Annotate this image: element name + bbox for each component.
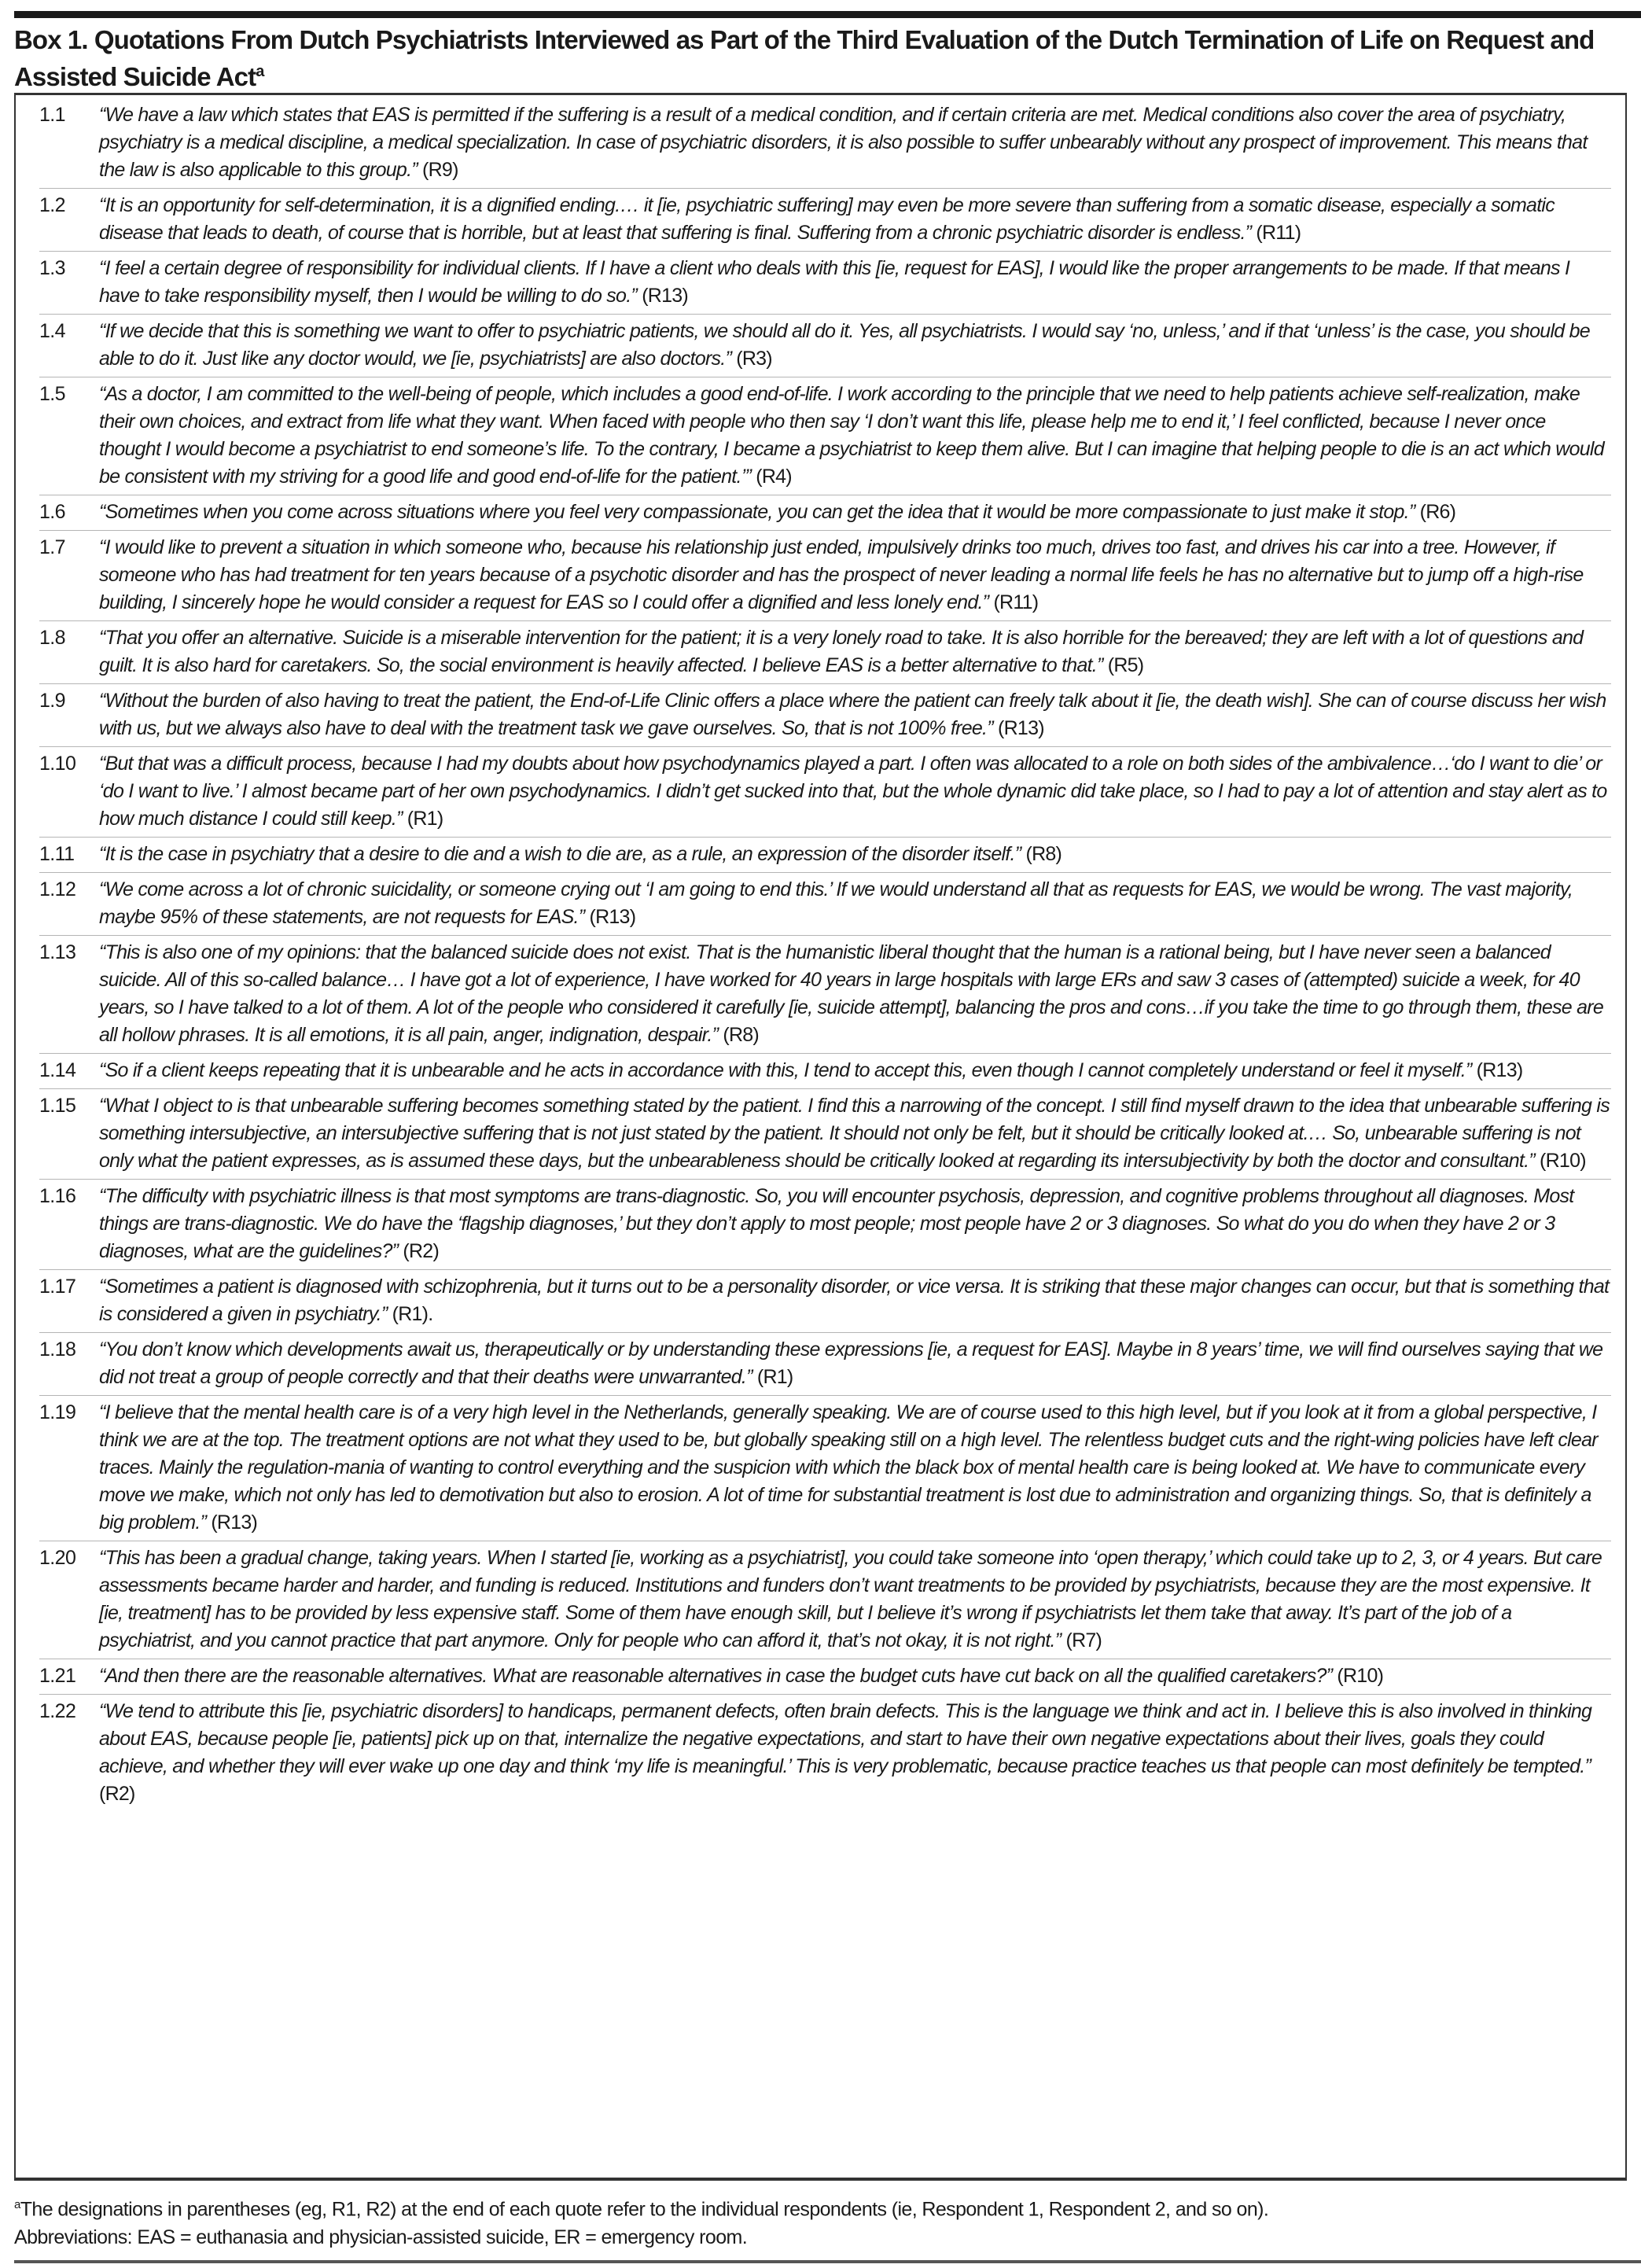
quote-row [39,1270,1611,1333]
respondent-ref: (R5) [1102,654,1144,676]
quote-body [99,1545,1611,1655]
quote-text: “Without the burden of also having to treat the patient, the End-of-Life Clinic offers a place where the patient can freely talk about it [ie, the death wish]. She can of course discuss her wish with us, but we always also have to deal with the treatment task we gave ourselves. So, that is not 100% free.” [99,690,1606,739]
respondent-ref: (R13) [206,1511,258,1533]
footnote-a [14,2191,1627,2223]
quote-body [99,624,1611,679]
quote-number: 1.18 [39,1338,76,1360]
quote-body [99,1092,1611,1175]
quote-number: 1.12 [39,878,76,900]
quote-number: 1.13 [39,941,76,963]
quote-text: “It is an opportunity for self-determination, it is a dignified ending.… it [ie, psychiatric suffering] may even be more severe than suffering from a somatic disease, especially a somatic disease that leads to death, of course that is horrible, but at least that suffering is final. Suffering from a chronic psychiatric disorder is endless.” [99,194,1555,244]
quote-text: “So if a client keeps repeating that it is unbearable and he acts in accordance with this, I tend to accept this, even though I cannot completely understand or feel it myself.” [99,1059,1472,1081]
quote-text: “And then there are the reasonable alternatives. What are reasonable alternatives in case the budget cuts have cut back on all the qualified caretakers?” [99,1665,1333,1687]
quote-number: 1.5 [39,383,65,405]
quote-number: 1.20 [39,1547,76,1569]
quote-row [39,1396,1611,1541]
quote-body [99,534,1611,617]
quote-body [99,192,1611,247]
quote-row [39,377,1611,495]
quote-text: “We have a law which states that EAS is permitted if the suffering is a result of a medical condition, and if certain criteria are met. Medical conditions also cover the area of psychiatry, psychiatry is a medical discipline, a medical specialization. In case of psychiatric disorders, it is also possible to suffer unbearably without any prospect of improvement. This means that the law is also applicable to this group.” [99,104,1588,181]
quote-body [99,687,1611,742]
respondent-ref: (R9) [417,159,458,181]
quote-number: 1.19 [39,1401,76,1423]
quote-text: “We come across a lot of chronic suicidality, or someone crying out ‘I am going to end this.’ If we would understand all that as requests for EAS, we would be wrong. The vast majority, maybe 95% of these statements, are not requests for EAS.” [99,878,1573,928]
quote-body [99,318,1611,373]
footnote-text: The designations in parentheses (eg, R1, R2) at the end of each quote refer to the individual respondents (ie, Respondent 1, Respondent 2, and so on). [20,2198,1269,2221]
top-rule [14,11,1641,18]
quote-body [99,939,1611,1049]
respondent-ref: (R6) [1415,501,1456,523]
quote-text: “I would like to prevent a situation in which someone who, because his relationship just ended, impulsively drinks too much, drives too fast, and drives his car into a tree. However, if someone who has had treatment for ten years because of a psychotic disorder and has the prospect of never leading a normal life feels he has no alternative but to jump off a high-rise building, I sincerely hope he would consider a request for EAS so I could offer a dignified and less lonely end.” [99,536,1584,613]
respondent-ref: (R11) [1251,222,1301,244]
quote-body [99,1183,1611,1265]
quote-row [39,1695,1611,1812]
quote-body [99,255,1611,310]
respondent-ref: (R2) [398,1240,440,1262]
quote-row [39,621,1611,684]
quote-row [39,252,1611,315]
quote-row [39,189,1611,252]
quote-text: “I believe that the mental health care is of a very high level in the Netherlands, generally speaking. We are of course used to this high level, but if you look at it from a global perspective, I think we are at the top. The treatment options are not what they used to be, but globally speaking still on a high level. The relentless budget cuts and the right-wing policies have left clear traces. Mainly the regulation-mania of wanting to control everything and the suspicion with which the black box of mental health care is being looked at. We have to communicate every move we make, which not only has led to demotivation but also to erosion. A lot of time for substantial treatment is lost due to administration and organizing things. So, that is definitely a big problem.” [99,1401,1598,1533]
respondent-ref: (R11) [988,591,1039,613]
quote-number: 1.1 [39,104,65,126]
footnote-mark: a [14,2198,20,2211]
respondent-ref: (R1) [402,808,443,830]
quote-number: 1.4 [39,320,65,342]
quote-body [99,841,1611,868]
quote-body [99,1273,1611,1328]
quote-row [39,1541,1611,1659]
quote-number: 1.15 [39,1095,76,1117]
respondent-ref: (R8) [718,1024,759,1046]
bottom-rule [14,2260,1641,2263]
quote-number: 1.2 [39,194,65,216]
respondent-ref: (R13) [637,285,688,307]
respondent-ref: (R13) [992,717,1044,739]
quote-number: 1.3 [39,257,65,279]
respondent-ref: (R7) [1061,1629,1102,1651]
quote-number: 1.10 [39,753,76,775]
quote-text: “The difficulty with psychiatric illness is that most symptoms are trans-diagnostic. So, you will encounter psychosis, depression, and cognitive problems throughout all diagnoses. Most things are trans-diagnostic. We do have the ‘flagship diagnoses,’ but they don’t apply to most people; most people have 2 or 3 diagnoses. So what do you do when they have 2 or 3 diagnoses, what are the guidelines?” [99,1185,1574,1262]
quote-text: “You don’t know which developments await us, therapeutically or by understanding these expressions [ie, a request for EAS]. Maybe in 8 years’ time, we will find ourselves saying that we did not treat a group of people correctly and that their deaths were unwarranted.” [99,1338,1603,1388]
quote-text: “This has been a gradual change, taking years. When I started [ie, working as a psychiatrist], you could take someone into ‘open therapy,’ which could take up to 2, 3, or 4 years. But care assessments became harder and harder, and funding is reduced. Institutions and funders don’t want treatments to be provided by psychiatrists, because they are the most expensive. It [ie, treatment] has to be provided by less expensive staff. Some of them have enough skill, but I believe it’s wrong if psychiatrists let them take that away. It’s part of the job of a psychiatrist, and you cannot practice that part anymore. Only for people who can afford it, that’s not okay, it is not right.” [99,1547,1602,1651]
quote-text: “I feel a certain degree of responsibility for individual clients. If I have a client who deals with this [ie, request for EAS], I would like the proper arrangements to be made. If that means I have to take responsibility myself, then I would be willing to do so.” [99,257,1570,307]
quote-text: “If we decide that this is something we want to offer to psychiatric patients, we should all do it. Yes, all psychiatrists. I would say ‘no, unless,’ and if that ‘unless’ is the case, you should be able to do it. Just like any doctor would, we [ie, psychiatrists] are also doctors.” [99,320,1590,370]
quote-row [39,98,1611,189]
quote-number: 1.9 [39,690,65,712]
quote-row [39,684,1611,747]
quote-number: 1.14 [39,1059,76,1081]
quote-text: “Sometimes a patient is diagnosed with schizophrenia, but it turns out to be a personality disorder, or vice versa. It is striking that these major changes can occur, but that is something that is considered a given in psychiatry.” [99,1276,1610,1325]
respondent-ref: (R1). [387,1303,433,1325]
box-title-text: Box 1. Quotations From Dutch Psychiatrists Interviewed as Part of the Third Evaluation of the Dutch Termination of Life on Request and Assisted Suicide Act [14,25,1595,91]
quote-row [39,531,1611,621]
quote-body [99,750,1611,833]
title-footnote-mark: a [256,63,264,80]
quote-number: 1.11 [39,843,75,865]
quote-text: “That you offer an alternative. Suicide is a miserable intervention for the patient; it is a very lonely road to take. It is also horrible for the bereaved; they are left with a lot of questions and guilt. It is also hard for caretakers. So, the social environment is heavily affected. I believe EAS is a better alternative to that.” [99,627,1584,676]
quote-body [99,1057,1611,1084]
quote-body [99,499,1611,526]
quote-text: “But that was a difficult process, because I had my doubts about how psychodynamics played a part. I often was allocated to a role on both sides of the ambivalence…‘do I want to die’ or ‘do I want to live.’ I almost became part of her own psychodynamics. I didn’t get sucked into that, but the whole dynamic did take place, so I had to pay a lot of attention and stay alert as to how much distance I could still keep.” [99,753,1607,830]
quote-row [39,1333,1611,1396]
quote-text: “It is the case in psychiatry that a desire to die and a wish to die are, as a rule, an expression of the disorder itself.” [99,843,1021,865]
respondent-ref: (R8) [1021,843,1062,865]
respondent-ref: (R4) [751,466,792,488]
quote-number: 1.7 [39,536,65,558]
quotations-box [14,93,1627,2181]
quote-body [99,381,1611,491]
quote-row [39,838,1611,873]
quote-number: 1.22 [39,1700,76,1722]
quote-row [39,495,1611,531]
quote-body [99,101,1611,184]
quote-number: 1.6 [39,501,65,523]
quote-row [39,1659,1611,1695]
respondent-ref: (R3) [731,348,772,370]
quote-body [99,1662,1611,1690]
quote-body [99,1399,1611,1537]
quote-row [39,873,1611,936]
quote-number: 1.21 [39,1665,76,1687]
quote-text: “We tend to attribute this [ie, psychiatric disorders] to handicaps, permanent defects, often brain defects. This is the language we think and act in. I believe this is also involved in thinking about EAS, because people [ie, patients] pick up on that, internalize the negative expectations, and start to have their own negative expectations about their lives, goals they could achieve, and whether they will ever wake up one day and think ‘my life is meaningful.’ This is very problematic, because practice teaches us that people can most definitely be tempted.” [99,1700,1592,1777]
respondent-ref: (R10) [1332,1665,1384,1687]
quote-number: 1.16 [39,1185,76,1207]
quote-number: 1.8 [39,627,65,649]
footnotes [14,2191,1627,2251]
quote-row [39,315,1611,377]
quote-text: “Sometimes when you come across situations where you feel very compassionate, you can get the idea that it would be more compassionate to just make it stop.” [99,501,1415,523]
quote-body [99,1336,1611,1391]
respondent-ref: (R1) [752,1366,793,1388]
quote-row [39,1180,1611,1270]
quote-row [39,1054,1611,1089]
quote-number: 1.17 [39,1276,76,1298]
abbreviations: Abbreviations: EAS = euthanasia and physician-assisted suicide, ER = emergency room. [14,2226,748,2249]
quote-text: “This is also one of my opinions: that the balanced suicide does not exist. That is the humanistic liberal thought that the human is a rational being, but I have never seen a balanced suicide. All of this so-called balance… I have got a lot of experience, I have worked for 40 years in large hospitals with large ERs and saw 3 cases of (attempted) suicide a week, for 40 years, so I have talked to a lot of them. A lot of the people who considered it carefully [ie, suicide attempt], balancing the pros and cons…if you take the time to go through them, these are all hollow phrases. It is all emotions, it is all pain, anger, indignation, despair.” [99,941,1604,1046]
quote-row [39,747,1611,838]
quote-text: “As a doctor, I am committed to the well-being of people, which includes a good end-of-life. I work according to the principle that we need to help patients achieve self-realization, make their own choices, and extract from life what they want. When faced with people who then say ‘I don’t want this life, please help me to end it,’ I feel conflicted, because I never once thought I would become a psychiatrist to end someone’s life. To the contrary, I became a psychiatrist to keep them alive. But I can imagine that helping people to die is an act which would be consistent with my striving for a good life and good end-of-life for the patient.’” [99,383,1604,488]
box-title [14,24,1625,93]
quote-row [39,1089,1611,1180]
respondent-ref: (R2) [99,1783,135,1805]
quote-body [99,876,1611,931]
respondent-ref: (R13) [1471,1059,1523,1081]
quote-row [39,936,1611,1054]
respondent-ref: (R10) [1534,1150,1586,1172]
quote-text: “What I object to is that unbearable suffering becomes something stated by the patient. I find this a narrowing of the concept. I still find myself drawn to the idea that unbearable suffering is something intersubjective, an intersubjective suffering that is not just stated by the patient. It should not only be felt, but it should be critically looked at.… So, unbearable suffering is not only what the patient expresses, as is assumed these days, but the unbearableness should be critically looked at regarding its intersubjectivity by both the doctor and consultant.” [99,1095,1610,1172]
respondent-ref: (R13) [584,906,636,928]
quote-body [99,1698,1611,1808]
